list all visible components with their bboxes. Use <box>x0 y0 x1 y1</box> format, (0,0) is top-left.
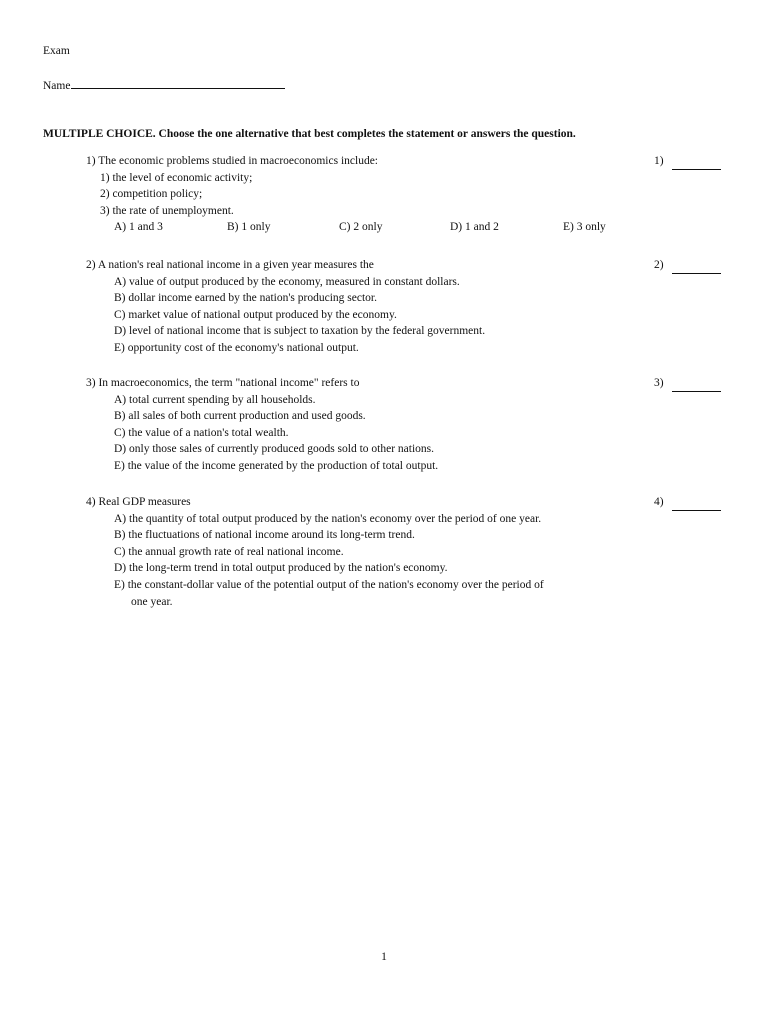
answer-number: 4) <box>654 496 664 508</box>
option-a: A) the quantity of total output produced by the nation's economy over the period of one year. <box>114 513 542 525</box>
answer-number: 2) <box>654 259 664 271</box>
question-stem: 1) The economic problems studied in macroeconomics include: <box>86 155 378 167</box>
option-e: E) 3 only <box>563 221 606 233</box>
option-b: B) all sales of both current production and used goods. <box>114 410 366 422</box>
answer-blank <box>672 157 721 170</box>
statement-item: 1) the level of economic activity; <box>100 172 253 184</box>
option-b: B) dollar income earned by the nation's producing sector. <box>114 292 377 304</box>
option-e: E) opportunity cost of the economy's national output. <box>114 342 359 354</box>
option-c: C) the value of a nation's total wealth. <box>114 427 289 439</box>
option-e: E) the constant-dollar value of the potential output of the nation's economy over the period of <box>114 579 544 591</box>
question-stem: 2) A nation's real national income in a given year measures the <box>86 259 374 271</box>
option-e-continuation: one year. <box>131 596 173 608</box>
statement-item: 3) the rate of unemployment. <box>100 205 234 217</box>
name-underline <box>71 77 285 89</box>
option-b: B) 1 only <box>227 221 271 233</box>
question-stem: 3) In macroeconomics, the term "national income" refers to <box>86 377 360 389</box>
answer-number: 1) <box>654 155 664 167</box>
answer-blank <box>672 379 721 392</box>
statement-item: 2) competition policy; <box>100 188 203 200</box>
answer-blank <box>672 261 721 274</box>
option-d: D) level of national income that is subject to taxation by the federal government. <box>114 325 486 337</box>
option-a: A) value of output produced by the economy, measured in constant dollars. <box>114 276 460 288</box>
option-e: E) the value of the income generated by the production of total output. <box>114 460 439 472</box>
name-field <box>43 77 285 94</box>
option-d: D) only those sales of currently produced goods sold to other nations. <box>114 443 435 455</box>
option-a: A) total current spending by all households. <box>114 394 316 406</box>
option-d: D) 1 and 2 <box>450 221 499 233</box>
exam-label: Exam <box>43 45 70 57</box>
option-d: D) the long-term trend in total output produced by the nation's economy. <box>114 562 448 574</box>
option-c: C) 2 only <box>339 221 383 233</box>
answer-number: 3) <box>654 377 664 389</box>
name-label: Name <box>43 80 71 92</box>
answer-blank <box>672 498 721 511</box>
option-c: C) the annual growth rate of real national income. <box>114 546 344 558</box>
option-b: B) the fluctuations of national income around its long-term trend. <box>114 529 415 541</box>
option-c: C) market value of national output produced by the economy. <box>114 309 397 321</box>
instructions: MULTIPLE CHOICE. Choose the one alternative that best completes the statement or answers the question. <box>43 128 576 140</box>
option-a: A) 1 and 3 <box>114 221 163 233</box>
page-number: 1 <box>381 951 387 963</box>
question-stem: 4) Real GDP measures <box>86 496 191 508</box>
